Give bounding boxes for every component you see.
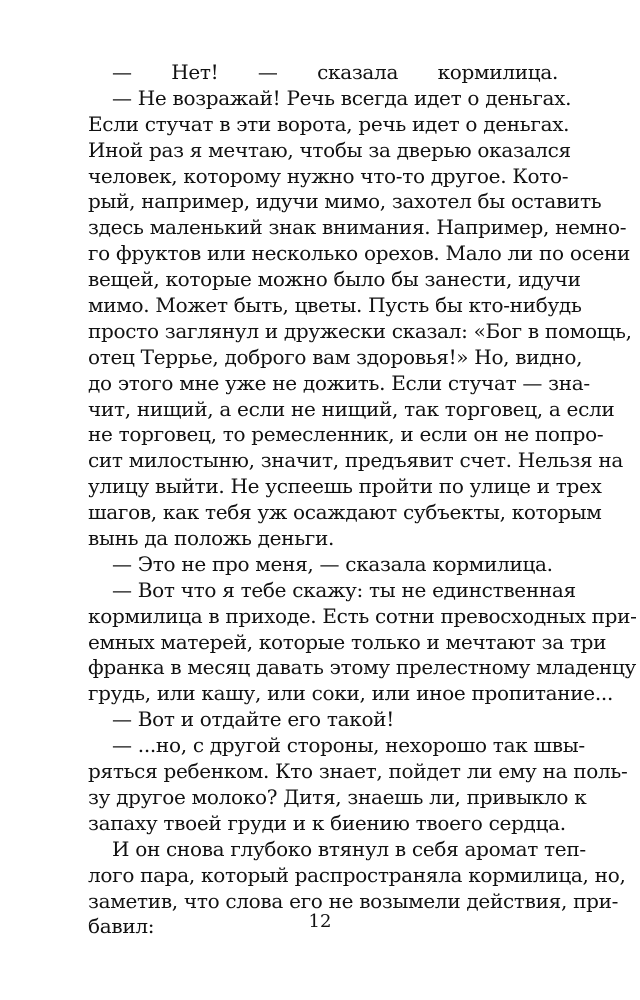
- text-line: рый, например, идучи мимо, захотел бы оставить: [88, 189, 602, 214]
- text-line: вещей, которые можно было бы занести, идучи: [88, 267, 581, 292]
- page-number: 12: [308, 911, 332, 932]
- text-line: здесь маленький знак внимания. Например, немно-: [88, 215, 627, 240]
- text-line: кормилица в приходе. Есть сотни превосходных при-: [88, 603, 637, 628]
- page-text: [88, 60, 637, 940]
- text-line: шагов, как тебя уж осаждают субъекты, которым: [88, 500, 602, 525]
- text-line: — Не возражай! Речь всегда идет о деньгах.: [112, 85, 572, 110]
- text-line: емных матерей, которые только и мечтают за три: [88, 629, 607, 654]
- text-line: зу другое молоко? Дитя, знаешь ли, привыкло к: [88, 784, 587, 809]
- text-line: И он снова глубоко втянул в себя аромат теп-: [112, 836, 586, 861]
- text-line: запаху твоей груди и к биению твоего сердца.: [88, 810, 566, 835]
- text-line: Если стучат в эти ворота, речь идет о деньгах.: [88, 111, 570, 136]
- text-line: го фруктов или несколько орехов. Мало ли по осени: [88, 241, 631, 266]
- text-line: не торговец, то ремесленник, и если он не попро-: [88, 422, 604, 447]
- text-line: чит, нищий, а если не нищий, так торговец, а если: [88, 396, 615, 421]
- text-line: сит милостыню, значит, предъявит счет. Нельзя на: [88, 448, 624, 473]
- text-line: отец Террье, доброго вам здоровья!» Но, видно,: [88, 344, 583, 369]
- text-line: заметив, что слова его не возымели действия, при-: [88, 888, 619, 913]
- text-line: франка в месяц давать этому прелестному младенцу: [88, 655, 636, 680]
- text-line: мимо. Может быть, цветы. Пусть бы кто-нибудь: [88, 293, 582, 318]
- text-line: бавил:: [88, 914, 155, 939]
- text-line: улицу выйти. Не успеешь пройти по улице и трех: [88, 474, 602, 499]
- text-line: — ...но, с другой стороны, нехорошо так швы-: [112, 733, 585, 758]
- text-line: — Вот что я тебе скажу: ты не единственная: [112, 577, 576, 602]
- text-line: Иной раз я мечтаю, чтобы за дверью оказался: [88, 137, 571, 162]
- text-line: человек, которому нужно что-то другое. Кото-: [88, 163, 569, 188]
- text-line: — Это не про меня, — сказала кормилица.: [112, 551, 553, 576]
- text-line: — Нет! — сказала кормилица.: [112, 60, 558, 84]
- text-line: до этого мне уже не дожить. Если стучат — зна-: [88, 370, 590, 395]
- text-line: ряться ребенком. Кто знает, пойдет ли ему на поль-: [88, 759, 628, 784]
- text-line: лого пара, который распространяла кормилица, но,: [88, 862, 626, 887]
- text-line: просто заглянул и дружески сказал: «Бог в помощь,: [88, 318, 632, 343]
- text-line: вынь да положь деньги.: [88, 526, 335, 551]
- text-line: — Вот и отдайте его такой!: [112, 707, 394, 732]
- text-line: грудь, или кашу, или соки, или иное пропитание...: [88, 681, 614, 706]
